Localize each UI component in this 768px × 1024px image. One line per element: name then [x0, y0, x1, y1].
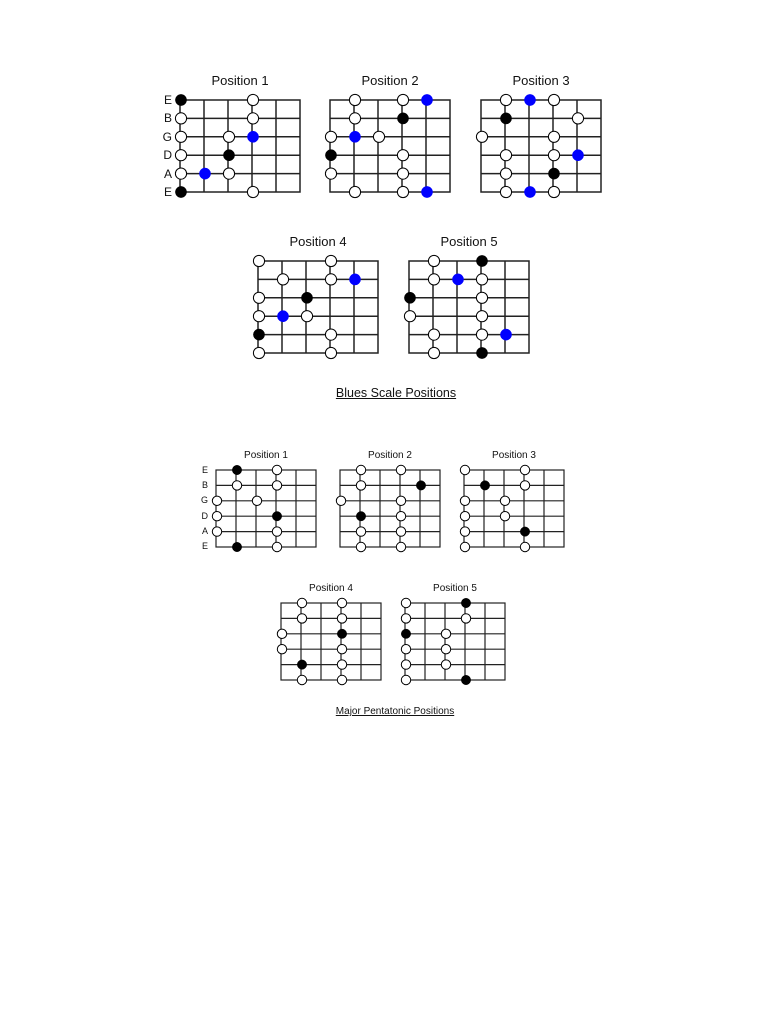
- note-dot-open: [212, 527, 221, 536]
- root-note-dot: [548, 168, 559, 179]
- note-dot-open: [397, 150, 408, 161]
- string-label: G: [162, 129, 172, 144]
- diagram-title: Position 1: [211, 73, 269, 88]
- blue-note-dot: [524, 186, 535, 197]
- diagram-title: Position 3: [512, 73, 570, 88]
- blue-note-dot: [524, 94, 535, 105]
- note-dot-open: [253, 292, 264, 303]
- root-note-dot: [325, 150, 336, 161]
- note-dot-open: [500, 512, 509, 521]
- note-dot-open: [277, 629, 286, 638]
- note-dot-open: [272, 465, 281, 474]
- note-dot-open: [500, 94, 511, 105]
- fretboard-outline: [405, 603, 505, 680]
- note-dot-open: [397, 168, 408, 179]
- root-note-dot: [404, 292, 415, 303]
- note-dot-open: [356, 481, 365, 490]
- note-dot-open: [175, 150, 186, 161]
- note-dot-open: [396, 496, 405, 505]
- fretboard-diagram: [405, 603, 505, 680]
- note-dot-open: [349, 113, 360, 124]
- note-dot-open: [175, 168, 186, 179]
- fretboard-outline: [409, 261, 529, 353]
- note-dot-open: [297, 614, 306, 623]
- fretboard-diagram: [340, 470, 440, 547]
- fretboard-outline: [180, 100, 300, 192]
- note-dot-open: [520, 481, 529, 490]
- diagram-title: Position 1: [244, 450, 288, 461]
- note-dot-open: [441, 629, 450, 638]
- fretboard-diagram: [216, 470, 316, 547]
- string-label: A: [201, 526, 208, 537]
- blue-note-dot: [199, 168, 210, 179]
- note-dot-open: [247, 94, 258, 105]
- note-dot-open: [325, 329, 336, 340]
- note-dot-open: [396, 512, 405, 521]
- note-dot-open: [460, 496, 469, 505]
- note-dot-open: [325, 131, 336, 142]
- fretboard-diagram: [180, 100, 300, 192]
- note-dot-open: [252, 496, 261, 505]
- note-dot-open: [428, 347, 439, 358]
- note-dot-open: [476, 292, 487, 303]
- fretboard-outline: [281, 603, 381, 680]
- root-note-dot: [337, 629, 346, 638]
- note-dot-open: [325, 274, 336, 285]
- root-note-dot: [232, 465, 241, 474]
- blue-note-dot: [349, 131, 360, 142]
- diagram-title: Position 3: [492, 450, 536, 461]
- note-dot-open: [325, 347, 336, 358]
- note-dot-open: [401, 598, 410, 607]
- note-dot-open: [397, 186, 408, 197]
- section-caption: Blues Scale Positions: [335, 386, 457, 400]
- blue-note-dot: [421, 94, 432, 105]
- note-dot-open: [349, 186, 360, 197]
- note-dot-open: [401, 645, 410, 654]
- note-dot-open: [401, 675, 410, 684]
- note-dot-open: [441, 645, 450, 654]
- fretboard-diagram: [330, 100, 450, 192]
- note-dot-open: [548, 94, 559, 105]
- note-dot-open: [337, 675, 346, 684]
- root-note-dot: [356, 512, 365, 521]
- note-dot-open: [428, 329, 439, 340]
- blue-note-dot: [349, 274, 360, 285]
- note-dot-open: [460, 542, 469, 551]
- note-dot-open: [337, 598, 346, 607]
- note-dot-open: [356, 465, 365, 474]
- note-dot-open: [337, 614, 346, 623]
- fretboard-diagram: [464, 470, 564, 547]
- note-dot-open: [396, 465, 405, 474]
- note-dot-open: [460, 527, 469, 536]
- note-dot-open: [476, 329, 487, 340]
- diagram-title: Position 2: [368, 450, 412, 461]
- note-dot-open: [461, 614, 470, 623]
- string-label: E: [201, 464, 208, 475]
- note-dot-open: [404, 311, 415, 322]
- root-note-dot: [416, 481, 425, 490]
- note-dot-open: [223, 131, 234, 142]
- note-dot-open: [253, 311, 264, 322]
- note-dot-open: [520, 465, 529, 474]
- root-note-dot: [223, 150, 234, 161]
- root-note-dot: [175, 94, 186, 105]
- blue-note-dot: [247, 131, 258, 142]
- root-note-dot: [175, 186, 186, 197]
- root-note-dot: [397, 113, 408, 124]
- note-dot-open: [297, 598, 306, 607]
- note-dot-open: [476, 274, 487, 285]
- note-dot-open: [401, 660, 410, 669]
- note-dot-open: [520, 542, 529, 551]
- string-label: B: [201, 479, 208, 490]
- string-label: E: [163, 93, 172, 107]
- blue-note-dot: [500, 329, 511, 340]
- note-dot-open: [272, 542, 281, 551]
- note-dot-open: [373, 131, 384, 142]
- note-dot-open: [277, 645, 286, 654]
- diagram-title: Position 4: [309, 583, 353, 594]
- fretboard-diagram: [481, 100, 601, 192]
- note-dot-open: [500, 150, 511, 161]
- note-dot-open: [272, 481, 281, 490]
- string-label: B: [163, 111, 172, 126]
- note-dot-open: [349, 94, 360, 105]
- note-dot-open: [356, 527, 365, 536]
- fretboard-diagram: [258, 261, 378, 353]
- root-note-dot: [401, 629, 410, 638]
- root-note-dot: [480, 481, 489, 490]
- root-note-dot: [500, 113, 511, 124]
- note-dot-open: [297, 675, 306, 684]
- diagram-title: Position 5: [433, 583, 477, 594]
- note-dot-open: [301, 311, 312, 322]
- root-note-dot: [461, 598, 470, 607]
- note-dot-open: [247, 113, 258, 124]
- root-note-dot: [253, 329, 264, 340]
- note-dot-open: [397, 94, 408, 105]
- fretboard-outline: [340, 470, 440, 547]
- note-dot-open: [253, 347, 264, 358]
- note-dot-open: [223, 168, 234, 179]
- note-dot-open: [396, 527, 405, 536]
- string-label: A: [163, 166, 172, 181]
- root-note-dot: [272, 512, 281, 521]
- note-dot-open: [175, 131, 186, 142]
- note-dot-open: [277, 274, 288, 285]
- root-note-dot: [232, 542, 241, 551]
- string-labels: [150, 94, 172, 198]
- note-dot-open: [572, 113, 583, 124]
- note-dot-open: [396, 542, 405, 551]
- blue-note-dot: [572, 150, 583, 161]
- note-dot-open: [356, 542, 365, 551]
- note-dot-open: [460, 512, 469, 521]
- note-dot-open: [247, 186, 258, 197]
- fretboard-outline: [330, 100, 450, 192]
- note-dot-open: [336, 496, 345, 505]
- blue-note-dot: [452, 274, 463, 285]
- diagram-title: Position 5: [440, 234, 498, 249]
- root-note-dot: [461, 675, 470, 684]
- blue-note-dot: [421, 186, 432, 197]
- note-dot-open: [428, 255, 439, 266]
- note-dot-open: [500, 168, 511, 179]
- fretboard-outline: [481, 100, 601, 192]
- note-dot-open: [212, 496, 221, 505]
- note-dot-open: [548, 150, 559, 161]
- note-dot-open: [441, 660, 450, 669]
- fretboard-diagram: [281, 603, 381, 680]
- note-dot-open: [272, 527, 281, 536]
- note-dot-open: [175, 113, 186, 124]
- note-dot-open: [476, 311, 487, 322]
- note-dot-open: [325, 168, 336, 179]
- note-dot-open: [548, 186, 559, 197]
- note-dot-open: [337, 645, 346, 654]
- note-dot-open: [460, 465, 469, 474]
- string-label: G: [200, 495, 208, 506]
- string-label: E: [163, 184, 172, 199]
- fretboard-outline: [258, 261, 378, 353]
- note-dot-open: [401, 614, 410, 623]
- root-note-dot: [520, 527, 529, 536]
- string-label: D: [201, 510, 208, 521]
- note-dot-open: [500, 496, 509, 505]
- note-dot-open: [428, 274, 439, 285]
- root-note-dot: [476, 347, 487, 358]
- note-dot-open: [232, 481, 241, 490]
- note-dot-open: [548, 131, 559, 142]
- note-dot-open: [500, 186, 511, 197]
- root-note-dot: [476, 255, 487, 266]
- blue-note-dot: [277, 311, 288, 322]
- note-dot-open: [212, 512, 221, 521]
- root-note-dot: [297, 660, 306, 669]
- fretboard-outline: [464, 470, 564, 547]
- fretboard-outline: [216, 470, 316, 547]
- section-caption: Major Pentatonic Positions: [335, 706, 455, 717]
- string-label: E: [201, 541, 208, 552]
- note-dot-open: [325, 255, 336, 266]
- fretboard-diagram: [409, 261, 529, 353]
- string-label: D: [163, 148, 172, 163]
- diagram-title: Position 4: [289, 234, 347, 249]
- root-note-dot: [301, 292, 312, 303]
- note-dot-open: [337, 660, 346, 669]
- string-labels: [190, 466, 208, 552]
- note-dot-open: [253, 255, 264, 266]
- diagram-title: Position 2: [361, 73, 419, 88]
- note-dot-open: [476, 131, 487, 142]
